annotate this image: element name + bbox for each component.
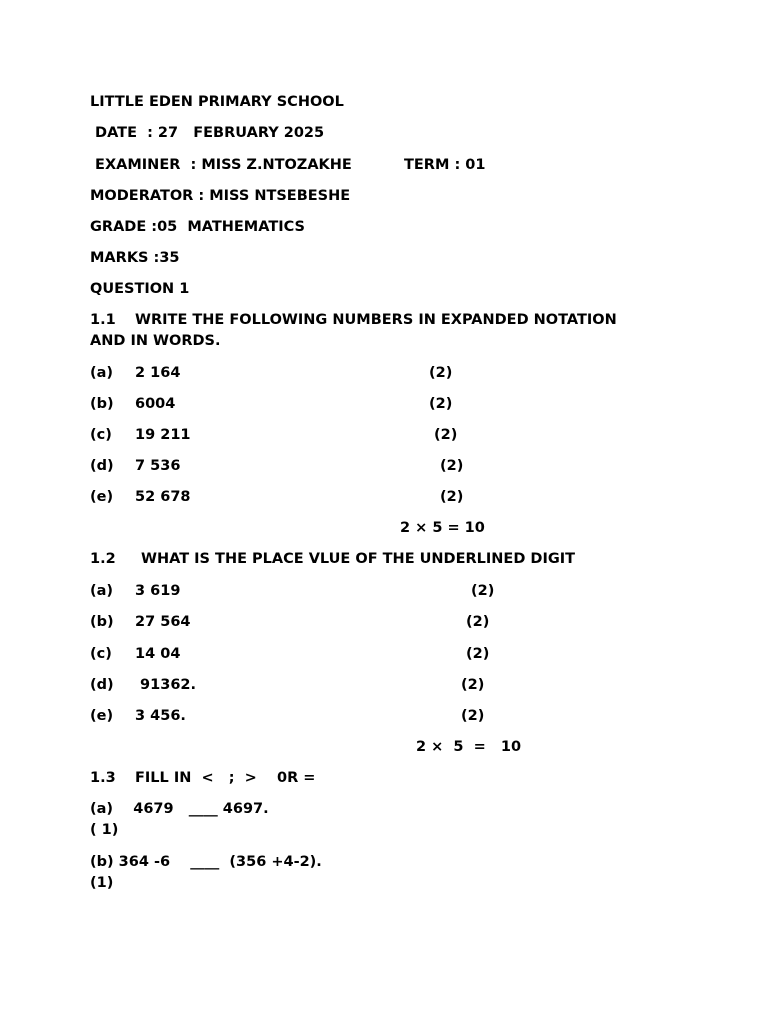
q1-1-item-d-mark: (2) [440,458,464,474]
q1-2-item-a-mark: (2) [471,583,495,599]
q1-1-item-a [90,363,180,383]
item-label: (d) [90,677,114,693]
q1-3-number: 1.3 [90,770,116,786]
examiner: EXAMINER : MISS Z.NTOZAKHE [90,157,352,173]
item-value: 6004 [135,396,176,412]
q1-2-item-c-mark: (2) [466,646,490,662]
q1-1-item-a-mark: (2) [429,365,453,381]
q1-2-number: 1.2 [90,551,116,567]
item-label: (d) [90,458,114,474]
q1-3-item-a-mark: ( 1) [90,822,119,838]
item-label: (b) [90,396,114,412]
item-value: 91362. [135,677,197,693]
item-label: (c) [90,646,112,662]
exam-date: DATE : 27 FEBRUARY 2025 [90,125,325,141]
q1-2-total: 2 × 5 = 10 [416,739,522,755]
item-value: 19 211 [135,427,191,443]
q1-1-item-c [90,425,191,445]
item-label: (e) [90,489,114,505]
item-value: 2 164 [135,365,181,381]
q1-2-instruction-text: WHAT IS THE PLACE VLUE OF THE UNDERLINED DIGIT [141,551,576,567]
question-title: QUESTION 1 [90,281,190,297]
item-value: 7 536 [135,458,181,474]
q1-1-number: 1.1 [90,312,116,328]
q1-2-item-a [90,581,180,601]
q1-2-item-d-mark: (2) [461,677,485,693]
item-label: (a) [90,365,114,381]
q1-2-instruction [90,549,575,569]
q1-3-item-b: (b) 364 -6 ____ (356 +4-2). [90,854,322,870]
item-value: 14 04 [135,646,181,662]
q1-3-instruction-text: FILL IN < ; > 0R = [135,770,316,786]
q1-2-item-b [90,612,191,632]
q1-1-item-e-mark: (2) [440,489,464,505]
item-value: 3 619 [135,583,181,599]
item-value: 52 678 [135,489,191,505]
school-name: LITTLE EDEN PRIMARY SCHOOL [90,94,344,110]
item-label: (c) [90,427,112,443]
item-value: 3 456. [135,708,186,724]
q1-1-instruction [90,310,617,330]
q1-1-item-b-mark: (2) [429,396,453,412]
q1-3-item-a: (a) 4679 ____ 4697. [90,801,269,817]
q1-1-instruction-line1: WRITE THE FOLLOWING NUMBERS IN EXPANDED NOTATION [135,312,617,328]
q1-1-item-c-mark: (2) [434,427,458,443]
q1-1-instruction-line2: AND IN WORDS. [90,333,221,349]
q1-2-item-b-mark: (2) [466,614,490,630]
item-label: (b) [90,614,114,630]
grade-subject: GRADE :05 MATHEMATICS [90,219,305,235]
item-label: (a) [90,583,114,599]
q1-1-item-e [90,487,191,507]
q1-2-item-c [90,644,180,664]
term: TERM : 01 [404,157,486,173]
q1-3-instruction [90,768,315,788]
total-marks: MARKS :35 [90,250,180,266]
q1-2-item-e-mark: (2) [461,708,485,724]
q1-1-item-d [90,456,180,476]
q1-2-item-d [90,675,196,695]
moderator: MODERATOR : MISS NTSEBESHE [90,188,351,204]
q1-1-item-b [90,394,175,414]
q1-1-total: 2 × 5 = 10 [400,520,485,536]
q1-2-item-e [90,706,186,726]
q1-3-item-b-mark: (1) [90,875,114,891]
item-label: (e) [90,708,114,724]
item-value: 27 564 [135,614,191,630]
